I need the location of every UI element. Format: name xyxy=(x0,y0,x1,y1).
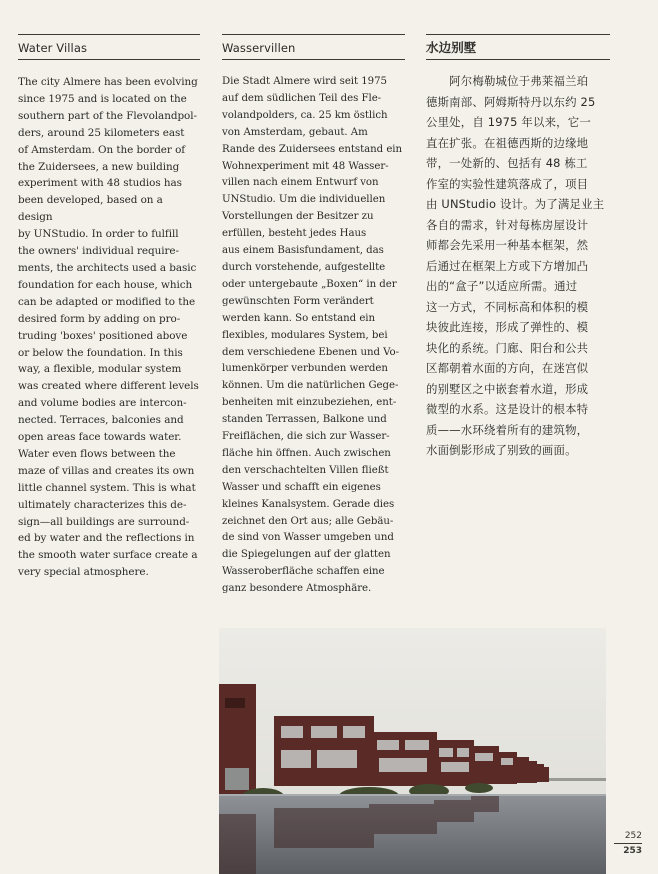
body-german: Die Stadt Almere wird seit 1975 auf dem südlichen Teil des Fle- volandpolders, ca. 25 km östlich von Amsterdam, gebaut. Am Rande des Zuidersees entstand ein Wohnexperiment mit 48 Wasser- villen nach einem Entwurf von UNStudio. Um die individuellen Vorstellungen der Besitzer zu erfüllen, besteht jedes Haus aus einem Basisfundament, das durch vorstehende, aufgestellte oder untergebaute „Boxen“ in der gewünschten Form verändert werden kann. So entstand ein flexibles, modulares System, bei dem verschiedene Ebenen und Vo- lumenkörper verbunden werden können. Um die natürlichen Gege- benheiten mit einzubeziehen, ent- standen Terrassen, Balkone und Freiflächen, die sich zur Wasser- fläche hin öffnen. Auch zwischen den verschachtelten Villen fließt Wasser und schafft ein eigenes kleines Kanalsystem. Gerade dies zeichnet den Ort aus; alle Gebäu- de sind von Wasser umgeben und die Spiegelungen auf der glatten Wasseroberfläche schaffen eine ganz besondere Atmosphäre. xyxy=(222,76,403,595)
heading-rule-top xyxy=(18,34,200,35)
column-english xyxy=(18,34,200,581)
heading-rule-top xyxy=(222,34,405,35)
column-german xyxy=(222,34,405,598)
body-english: The city Almere has been evolving since 1975 and is located on the southern part of the Flevolandpol- ders, around 25 kilometers east of Amsterdam. On the border of the Zuidersees, a new building experiment with 48 studios has been developed, based on a design by UNStudio. In order to fulfill the owners' individual require- ments, the architects used a basic foundation for each house, which can be adapted or modified to the desired form by adding on pro- truding 'boxes' positioned above or below the foundation. In this way, a flexible, modular system was created where different levels and volume bodies are intercon- nected. Terraces, balconies and open areas face towards water. Water even flows between the maze of villas and creates its own little channel system. This is what ultimately characterizes this de- sign—all buildings are surround- ed by water and the reflections in the smooth water surface create a very special atmosphere. xyxy=(18,76,199,579)
page-numbers xyxy=(614,830,642,857)
heading-english: Water Villas xyxy=(18,41,88,55)
water-villas-photo xyxy=(219,628,606,874)
page-number-right: 253 xyxy=(623,846,642,856)
heading-german: Wasservillen xyxy=(222,41,296,55)
heading-rule-top xyxy=(426,34,610,35)
page-number-divider xyxy=(614,843,642,844)
body-chinese: 阿尔梅勒城位于弗莱福兰珀 德斯南部、阿姆斯特丹以东约 25 公里处，自 1975 年以来，它一 直在扩张。在祖德西斯的边缘地 带，一处新的、包括有 48 栋工 作室的实验性建筑落成了，项目 由 UNStudio 设计。为了满足业主 各自的需求，针对每栋房屋设计 师都会先采用一种基本框架，然 后通过在框架上方或下方增加凸 出的“盒子”以适应所需。通过 这一方式，不同标高和体积的模 块彼此连接，形成了弹性的、模 块化的系统。门廊、阳台和公共 区都朝着水面的方向，在迷宫似 的别墅区之中嵌套着水道，形成 微型的水系。这是设计的根本特 质——水环绕着所有的建筑物， 水面倒影形成了别致的画面。 xyxy=(426,74,605,457)
heading-rule-bottom xyxy=(426,59,610,60)
column-chinese xyxy=(426,34,610,461)
heading-rule-bottom xyxy=(222,59,405,60)
page-number-left: 252 xyxy=(624,831,642,841)
heading-rule-bottom xyxy=(18,59,200,60)
heading-chinese: 水边别墅 xyxy=(426,40,477,55)
